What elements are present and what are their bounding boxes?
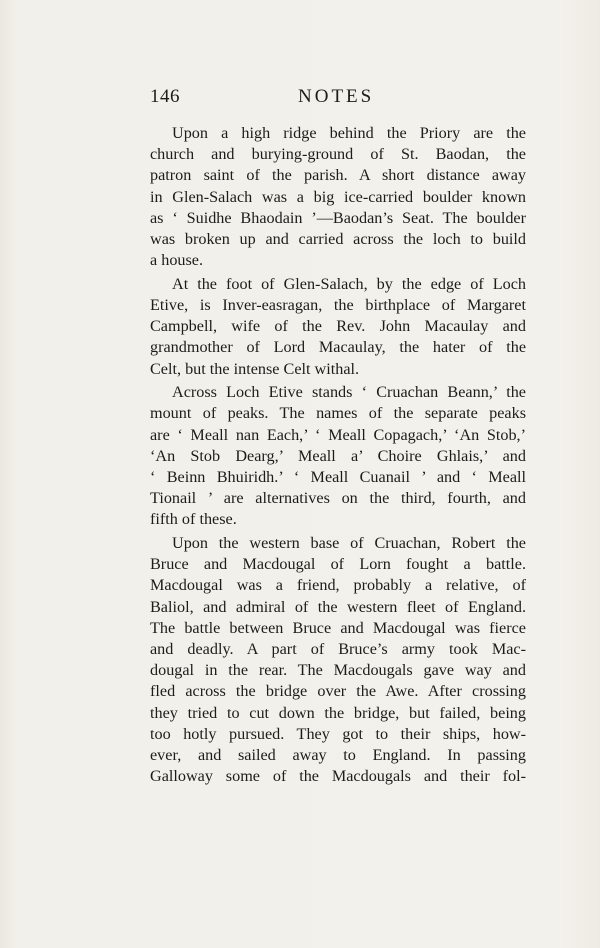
text-line: Upon a high ridge behind the Priory are the <box>172 124 526 142</box>
text-line: Macdougal was a friend, probably a relative, of <box>150 576 526 595</box>
paragraph <box>150 123 526 271</box>
text-line: are ‘ Meall nan Each,’ ‘ Meall Copagach,’ ‘An Stob,’ <box>150 425 526 444</box>
text-line: a house. <box>150 251 204 270</box>
text-line: too hotly pursued. They got to their ships, how- <box>150 724 526 743</box>
text-line: Across Loch Etive stands ‘ Cruachan Beann,’ the <box>172 383 526 402</box>
paragraph <box>150 382 526 530</box>
text-line: The battle between Bruce and Macdougal was fierce <box>150 618 526 637</box>
page-number: 146 <box>150 86 180 107</box>
text-line: Tionail ’ are alternatives on the third, fourth, and <box>150 489 526 508</box>
text-line: At the foot of Glen-Salach, by the edge of Loch <box>172 274 526 293</box>
text-line: as ‘ Suidhe Bhaodain ’—Baodan’s Seat. The boulder <box>150 208 526 227</box>
text-line: dougal in the rear. The Macdougals gave way and <box>150 661 526 680</box>
text-line: church and burying-ground of St. Baodan, the <box>150 145 526 164</box>
text-line: they tried to cut down the bridge, but failed, being <box>150 703 526 722</box>
text-line: Baliol, and admiral of the western fleet of England. <box>150 597 526 616</box>
text-line: Bruce and Macdougal of Lorn fought a battle. <box>150 555 526 574</box>
text-line: fifth of these. <box>150 510 237 529</box>
text-line: ever, and sailed away to England. In passing <box>150 745 526 764</box>
text-line: Upon the western base of Cruachan, Robert the <box>172 534 526 553</box>
text-line: Galloway some of the Macdougals and their fol- <box>150 767 526 786</box>
text-line: Celt, but the intense Celt withal. <box>150 359 360 378</box>
text-line: patron saint of the parish. A short distance away <box>150 166 526 185</box>
paragraph <box>150 274 526 380</box>
page-header <box>150 86 526 110</box>
text-line: in Glen-Salach was a big ice-carried boulder known <box>150 187 526 206</box>
text-line: grandmother of Lord Macaulay, the hater of the <box>150 338 526 357</box>
text-line: ‘An Stob Dearg,’ Meall a’ Choire Ghlais,’ and <box>150 446 526 465</box>
body-text <box>150 123 526 787</box>
text-line: fled across the bridge over the Awe. After crossing <box>150 682 526 701</box>
text-line: and deadly. A part of Bruce’s army took Mac- <box>150 640 526 658</box>
text-line: was broken up and carried across the loch to build <box>150 229 526 248</box>
paragraph <box>150 533 526 787</box>
text-line: Campbell, wife of the Rev. John Macaulay and <box>150 317 526 336</box>
text-line: mount of peaks. The names of the separate peaks <box>150 404 526 423</box>
text-line: Etive, is Inver-easragan, the birthplace of Margaret <box>150 296 526 314</box>
text-line: ‘ Beinn Bhuiridh.’ ‘ Meall Cuanail ’ and ‘ Meall <box>150 468 526 486</box>
running-head: NOTES <box>298 86 375 107</box>
